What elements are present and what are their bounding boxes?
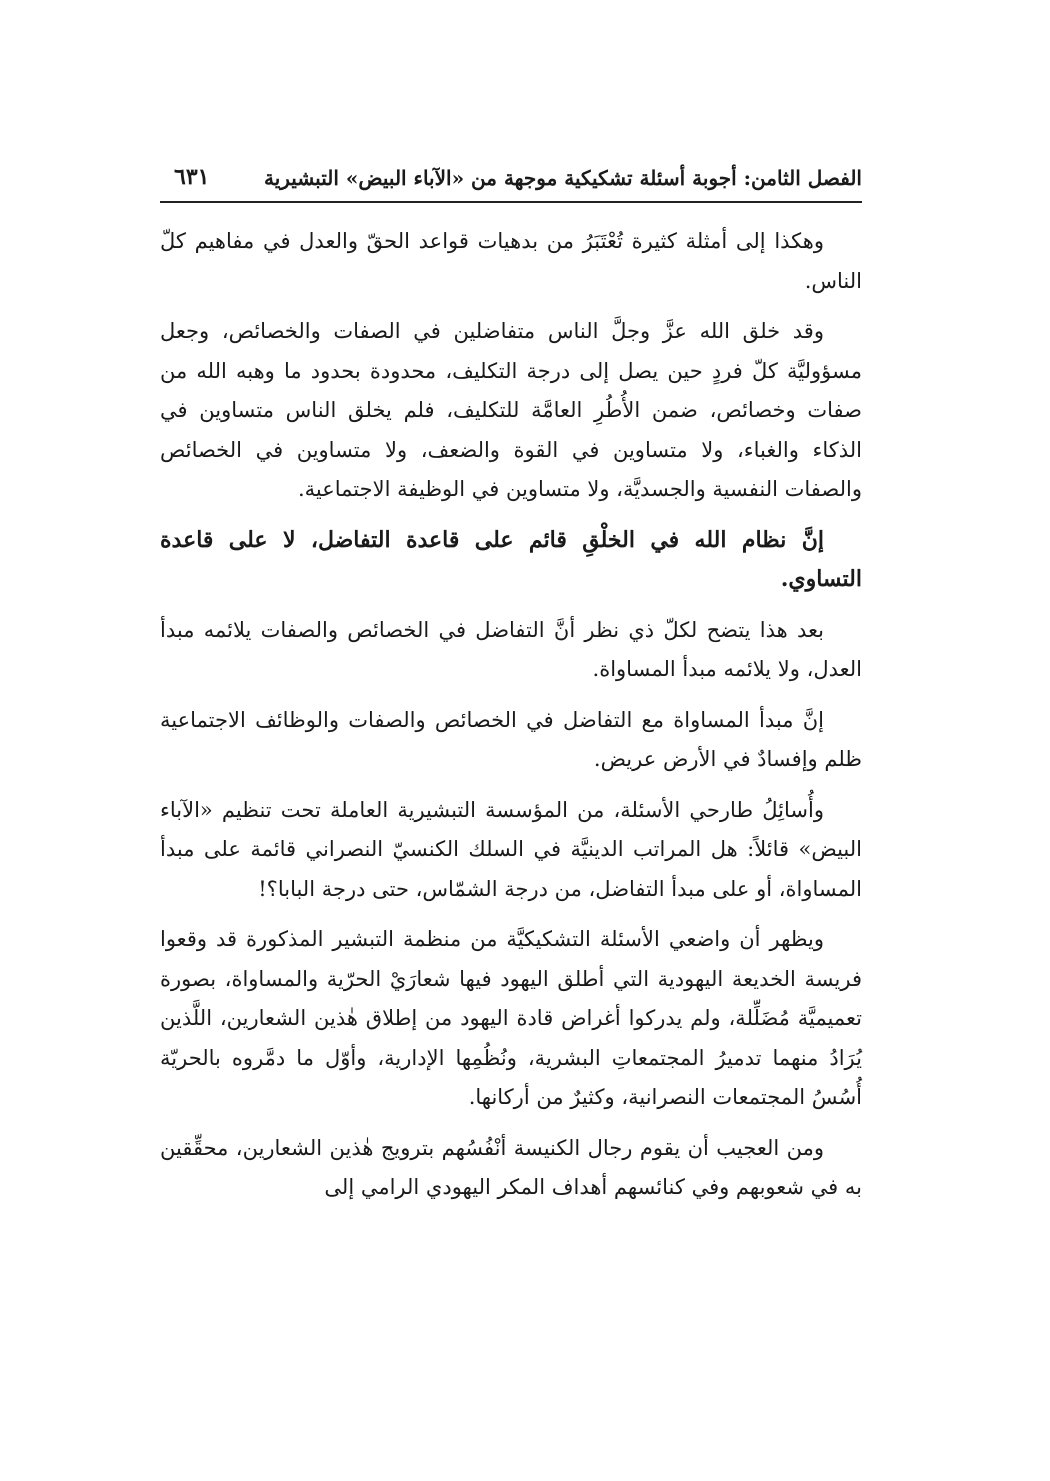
paragraph: بعد هذا يتضح لكلّ ذي نظر أنَّ التفاضل في الخصائص والصفات يلائمه مبدأ العدل، ولا يلائمه مبدأ المساواة. — [160, 617, 862, 681]
running-header — [160, 162, 862, 202]
bold-statement: إنَّ نظام الله في الخلْقِ قائم على قاعدة التفاضل، لا على قاعدة التساوي. — [160, 526, 862, 592]
paragraph: ويظهر أن واضعي الأسئلة التشكيكيَّة من منظمة التبشير المذكورة قد وقعوا فريسة الخديعة اليهودية التي أطلق اليهود فيها شعارَيْ الحرّية والمساواة، بصورة تعميميَّة مُضَلِّلة، ولم يدركوا أغراض قادة اليهود من إطلاق هٰذين الشعارين، اللَّذين يُرَادُ منهما تدميرُ المجتمعاتِ البشرية، ونُظُمِها الإدارية، وأوّل ما دمَّروه بالحريّة أُسُسُ المجتمعات النصرانية، وكثيرٌ من أركانها. — [160, 927, 862, 1109]
paragraph: وأُسائِلُ طارحي الأسئلة، من المؤسسة التبشيرية العاملة تحت تنظيم «الآباء البيض» قائلاً: هل المراتب الدينيَّة في السلك الكنسيّ النصراني قائمة على مبدأ المساواة، أو على مبدأ التفاضل، من درجة الشمّاس، حتى درجة البابا؟! — [160, 797, 862, 901]
chapter-title: الفصل الثامن: أجوبة أسئلة تشكيكية موجهة من «الآباء البيض» التبشيرية — [263, 166, 862, 190]
paragraph: إنَّ مبدأ المساواة مع التفاضل في الخصائص والصفات والوظائف الاجتماعية ظلم وإفسادٌ في الأرض عريض. — [160, 707, 862, 771]
header-divider — [160, 201, 862, 203]
page-number: ٦٣١ — [174, 164, 210, 190]
body-text — [160, 222, 862, 1219]
paragraph: ومن العجيب أن يقوم رجال الكنيسة أنْفُسُهم بترويج هٰذين الشعارين، محقِّقين به في شعوبهم وفي كنائسهم أهداف المكر اليهودي الرامي إلى — [160, 1135, 862, 1199]
paragraph: وقد خلق الله عزَّ وجلَّ الناس متفاضلين في الصفات والخصائص، وجعل مسؤوليَّة كلّ فردٍ حين يصل إلى درجة التكليف، محدودة بحدود ما وهبه الله من صفات وخصائص، ضمن الأُطُرِ العامَّة للتكليف، فلم يخلق الناس متساوين في الذكاء والغباء، ولا متساوين في القوة والضعف، ولا متساوين في الخصائص والصفات النفسية والجسديَّة، ولا متساوين في الوظيفة الاجتماعية. — [160, 319, 862, 501]
paragraph: وهكذا إلى أمثلة كثيرة تُعْتَبَرُ من بدهيات قواعد الحقّ والعدل في مفاهيم كلّ الناس. — [160, 229, 862, 293]
